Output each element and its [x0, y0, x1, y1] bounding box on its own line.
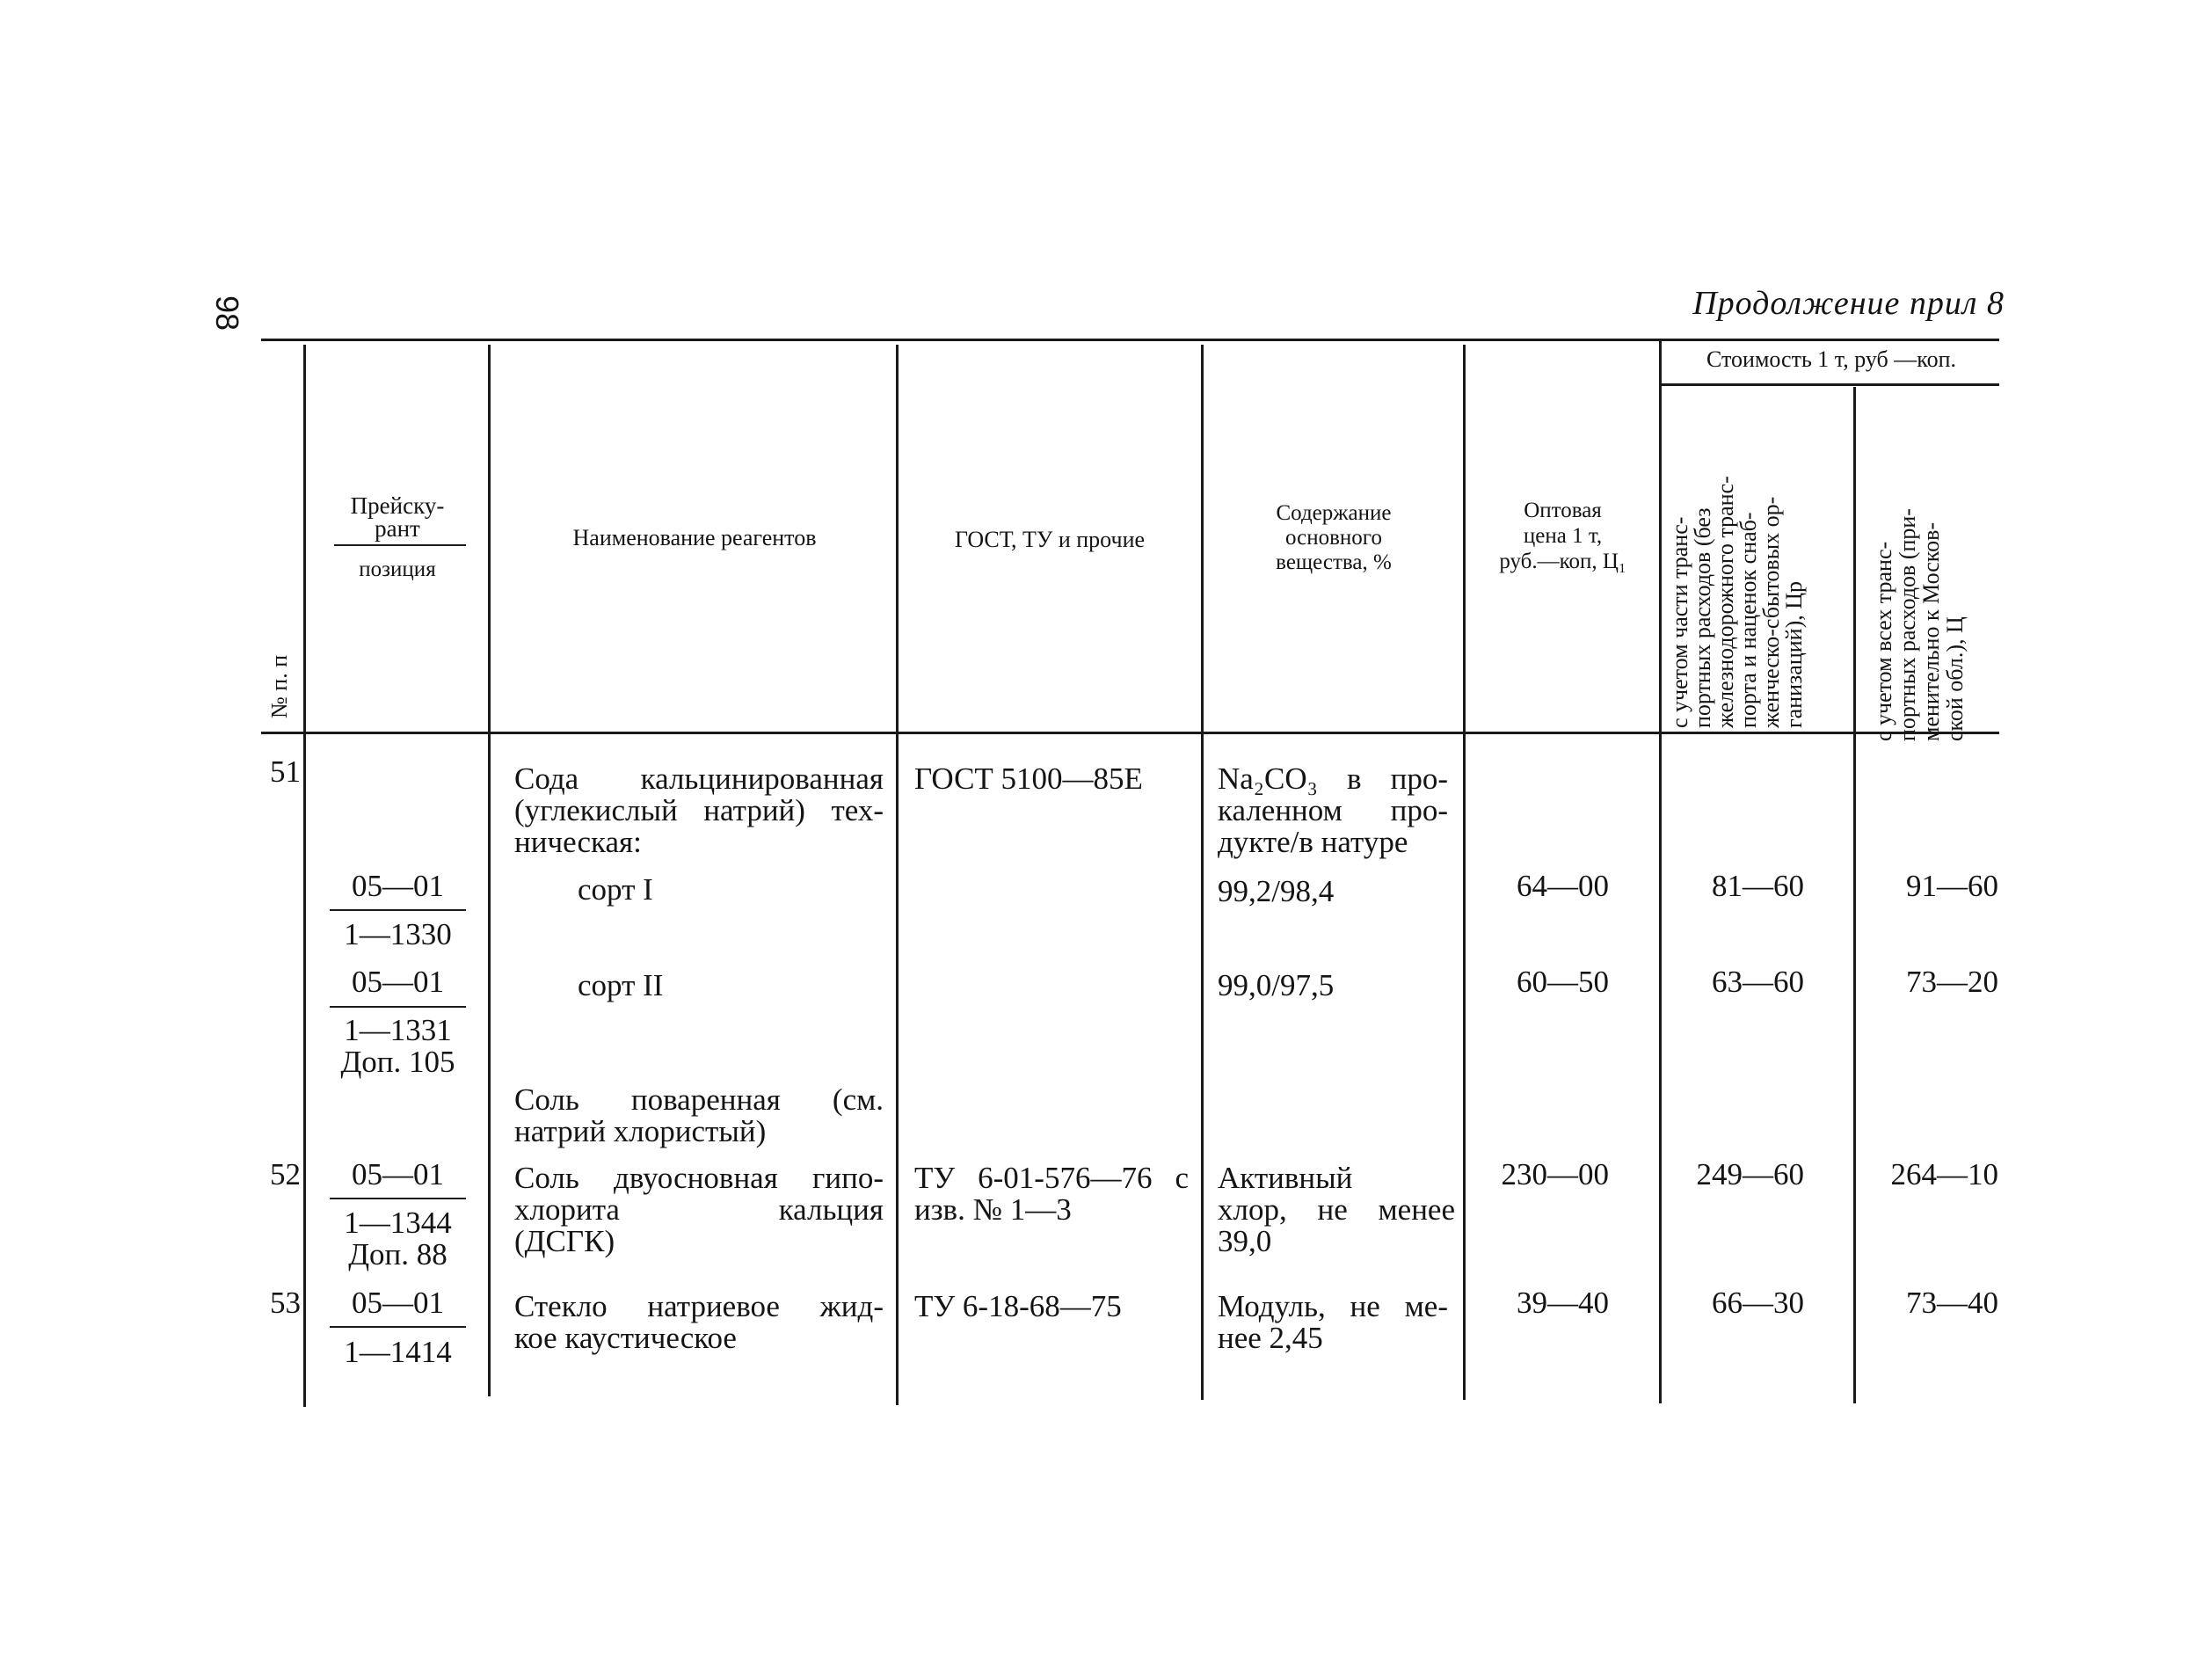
row-51a-fraction-bar — [330, 909, 466, 911]
row-52-content-1: Активный — [1218, 1161, 1353, 1195]
cost-group-rule — [1660, 383, 1999, 386]
row-51a-position: 1—1330 — [344, 917, 452, 951]
col-divider-5 — [1463, 345, 1466, 1400]
row-52-cost-full: 264—10 — [1890, 1157, 1998, 1191]
header-wholesale-3: руб.—коп, Ц₁ — [1499, 550, 1626, 573]
row-52-name-1: Соль двуосновная гипо- — [514, 1161, 884, 1195]
row-51b-cost-full: 73—20 — [1906, 965, 1998, 999]
page-number: 98 — [209, 295, 245, 332]
row-52-np: 52 — [270, 1157, 301, 1191]
row-52-gost-2: изв. № 1—3 — [914, 1192, 1072, 1227]
header-content-2: основного — [1285, 526, 1382, 550]
row-52-content-3: 39,0 — [1218, 1224, 1272, 1258]
row-52-cost-partial: 249—60 — [1696, 1157, 1804, 1191]
row-52-content-2: хлор, не менее — [1218, 1192, 1455, 1227]
row-53-cost-full: 73—40 — [1906, 1286, 1998, 1320]
row-53-content-2: нее 2,45 — [1218, 1321, 1323, 1355]
row-52-wholesale: 230—00 — [1501, 1157, 1609, 1191]
row-52-name-2: хлорита кальция — [514, 1192, 884, 1227]
salt-name-2: натрий хлористый) — [514, 1114, 767, 1148]
row-51a-name: сорт I — [578, 872, 653, 907]
row-51a-cost-partial: 81—60 — [1712, 869, 1804, 903]
row-51-name-2: (углекислый натрий) тех- — [514, 793, 884, 827]
row-53-name-1: Стекло натриевое жид- — [514, 1289, 884, 1323]
row-51b-cost-partial: 63—60 — [1712, 965, 1804, 999]
salt-name-1: Соль поваренная (см. — [514, 1082, 884, 1117]
col-divider-3 — [896, 345, 899, 1405]
row-51a-content: 99,2/98,4 — [1218, 874, 1335, 908]
row-52-position: 1—1344 — [344, 1206, 452, 1240]
header-bottom-rule — [261, 732, 1999, 734]
row-53-gost: ТУ 6-18-68—75 — [914, 1289, 1122, 1323]
row-52-pricelist: 05—01 — [352, 1157, 444, 1191]
row-51b-position: 1—1331 — [344, 1013, 452, 1047]
row-53-wholesale: 39—40 — [1517, 1286, 1609, 1320]
row-51-gost: ГОСТ 5100—85Е — [914, 761, 1143, 796]
row-51b-name: сорт II — [578, 968, 664, 1002]
header-wholesale-1: Оптовая — [1524, 499, 1602, 522]
row-51-name-1: Сода кальцинированная — [514, 761, 884, 796]
row-51b-note: Доп. 105 — [340, 1045, 455, 1079]
header-cost-full-4: ской обл.), Ц — [1942, 616, 1968, 741]
header-cost-partial-1: с учетом части транс- — [1667, 516, 1692, 728]
col-divider-1 — [303, 345, 306, 1407]
row-53-np: 53 — [270, 1286, 301, 1320]
header-pricelist-top-2: рант — [375, 515, 420, 542]
header-cost-partial-5: женческо-сбытовых ор- — [1758, 496, 1784, 728]
row-51-content-2: каленном про- — [1218, 793, 1448, 827]
header-pricelist-bottom: позиция — [359, 557, 436, 581]
row-51b-pricelist: 05—01 — [352, 965, 444, 999]
col-divider-2 — [488, 345, 491, 1396]
table-top-rule — [261, 339, 1999, 341]
header-wholesale-2: цена 1 т, — [1523, 524, 1603, 548]
header-pricelist-top-1: Прейску- — [350, 492, 445, 519]
header-content-3: вещества, % — [1276, 550, 1392, 574]
row-52-note: Доп. 88 — [348, 1237, 447, 1271]
row-51-content-3: дукте/в натуре — [1218, 825, 1408, 859]
row-52-gost-1: ТУ 6-01-576—76 с — [914, 1161, 1189, 1195]
header-cost-full-1: с учетом всех транс- — [1871, 541, 1896, 741]
continuation-note: Продолжение прил 8 — [1692, 285, 2005, 322]
header-content-1: Содержание — [1276, 501, 1392, 525]
row-53-name-2: кое каустическое — [514, 1321, 737, 1355]
row-51a-wholesale: 64—00 — [1517, 869, 1609, 903]
header-cost-partial-3: железнодорожного транс- — [1713, 476, 1738, 728]
header-cost-partial-6: ганизаций), Цр — [1781, 580, 1807, 728]
row-53-content-1: Модуль, не ме- — [1218, 1289, 1448, 1323]
row-51a-cost-full: 91—60 — [1906, 869, 1998, 903]
header-pricelist-fraction-bar — [334, 544, 466, 546]
header-np: № п. п — [266, 654, 292, 718]
row-53-pricelist: 05—01 — [352, 1286, 444, 1320]
header-cost-full-3: менительно к Москов- — [1918, 521, 1944, 741]
row-51-name-3: ническая: — [514, 825, 642, 859]
header-cost-full-2: портных расходов (при- — [1895, 508, 1920, 741]
header-cost-partial-2: портных расходов (без — [1690, 507, 1715, 728]
row-51b-content: 99,0/97,5 — [1218, 968, 1335, 1002]
row-51b-fraction-bar — [330, 1006, 466, 1008]
row-53-position: 1—1414 — [344, 1335, 452, 1369]
header-name: Наименование реагентов — [572, 525, 817, 550]
row-53-cost-partial: 66—30 — [1712, 1286, 1804, 1320]
row-51-content-1: Na₂CO₃ в про- — [1218, 761, 1448, 796]
row-51a-pricelist: 05—01 — [352, 869, 444, 903]
row-52-fraction-bar — [330, 1198, 466, 1199]
row-53-fraction-bar — [330, 1326, 466, 1328]
row-51b-wholesale: 60—50 — [1517, 965, 1609, 999]
header-gost: ГОСТ, ТУ и прочие — [954, 527, 1146, 552]
row-51-np: 51 — [270, 754, 301, 789]
col-divider-4 — [1201, 345, 1204, 1400]
header-cost-partial-4: порта и наценок снаб- — [1735, 512, 1761, 728]
header-cost-group: Стоимость 1 т, руб —коп. — [1706, 346, 1956, 372]
row-52-name-3: (ДСГК) — [514, 1224, 615, 1258]
